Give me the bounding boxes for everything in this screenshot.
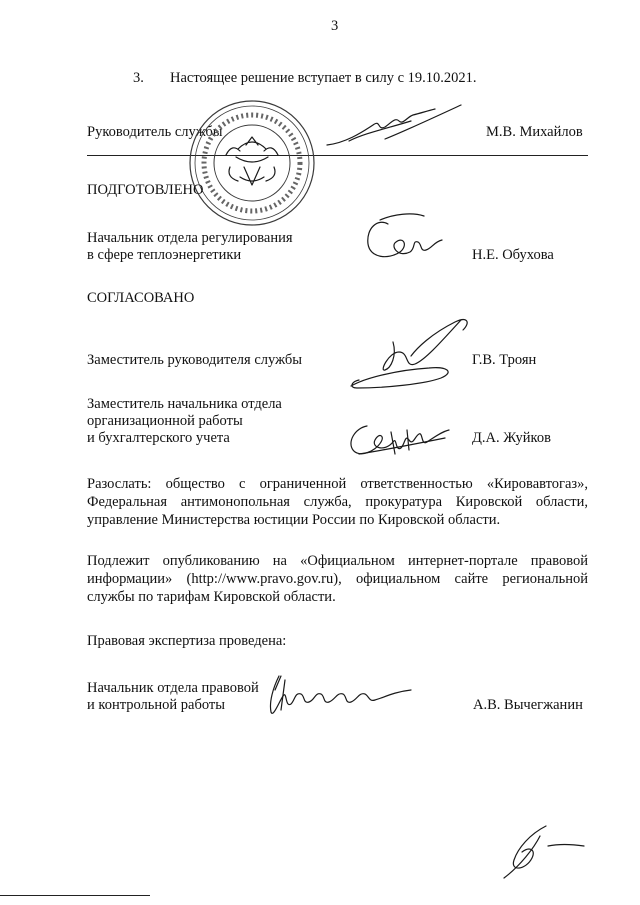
head-position: Руководитель службы <box>87 124 223 140</box>
head-signature <box>325 103 465 158</box>
agreed-signer-position-line: Заместитель начальника отдела <box>87 396 282 412</box>
clause-text: Настоящее решение вступает в силу с 19.10.2021. <box>170 70 477 86</box>
prepared-signature <box>360 212 445 267</box>
publication-paragraph: Подлежит опубликованию на «Официальном интернет-портале правовой информации» (http://www.pravo.gov.ru), официальном сайте региональной службы по тарифам Кировской области. <box>87 553 588 605</box>
prepared-position-line: Начальник отдела регулирования <box>87 230 293 246</box>
legal-review-position-line: и контрольной работы <box>87 697 225 713</box>
official-seal <box>186 97 318 229</box>
agreed-heading: СОГЛАСОВАНО <box>87 290 195 306</box>
agreed-signer-name: Г.В. Троян <box>472 352 537 368</box>
margin-initials <box>500 822 590 882</box>
legal-review-signature <box>265 672 415 722</box>
prepared-position-line: в сфере теплоэнергетики <box>87 247 242 263</box>
agreed-signer-name: Д.А. Жуйков <box>472 430 551 446</box>
agreed-signer-position: Заместитель руководителя службы <box>87 352 303 368</box>
distribution-paragraph: Разослать: общество с ограниченной ответственностью «Кировавтогаз», Федеральная антимонопольная служба, прокуратура Кировской области, управление Министерства юстиции России по Кировской области. <box>87 476 588 528</box>
footnote-rule <box>0 895 150 896</box>
clause-number: 3. <box>133 70 144 86</box>
agreed-signer-position-line: и бухгалтерского учета <box>87 430 230 446</box>
agreed-signer-position-line: организационной работы <box>87 413 243 429</box>
prepared-name: Н.Е. Обухова <box>472 247 554 263</box>
page-number: 3 <box>331 18 339 34</box>
agreed-signature-1 <box>345 312 475 392</box>
head-name: М.В. Михайлов <box>486 124 583 140</box>
legal-review-name: А.В. Вычегжанин <box>473 697 583 713</box>
prepared-heading: ПОДГОТОВЛЕНО <box>87 182 204 198</box>
legal-review-heading: Правовая экспертиза проведена: <box>87 633 287 649</box>
agreed-signature-2 <box>345 412 455 462</box>
legal-review-position-line: Начальник отдела правовой <box>87 680 259 696</box>
